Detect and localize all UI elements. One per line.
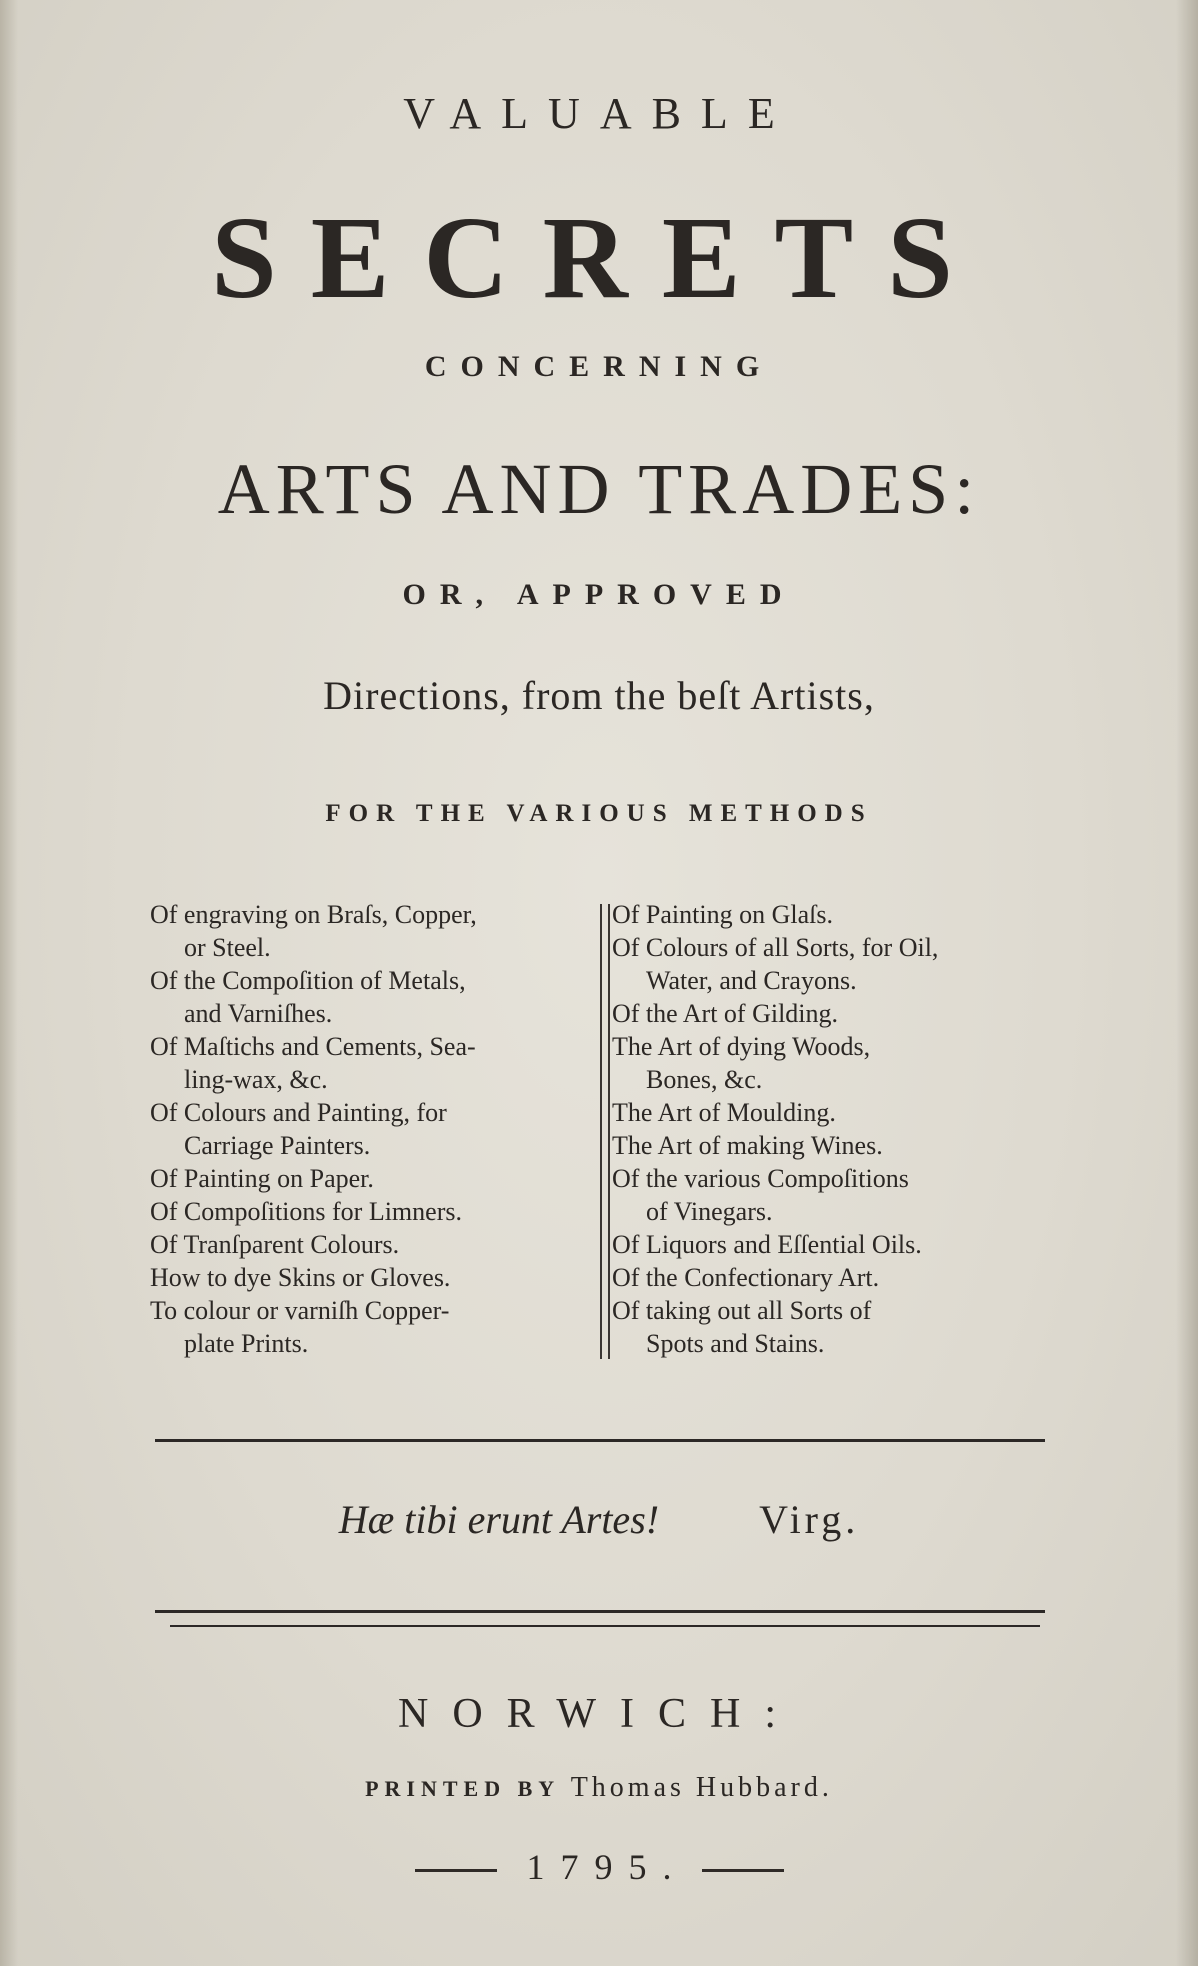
contents-entry <box>612 1030 1074 1096</box>
contents-entry <box>612 1096 1074 1129</box>
contents-entry <box>150 898 600 964</box>
motto-latin: Hæ tibi erunt Artes! <box>338 1497 660 1542</box>
methods-heading: FOR THE VARIOUS METHODS <box>325 800 873 827</box>
title-line-valuable: VALUABLE <box>403 89 795 138</box>
horizontal-rule <box>155 1439 1045 1442</box>
year-dash-right <box>702 1869 784 1872</box>
imprint-printer-line <box>0 1772 1198 1804</box>
motto <box>0 1496 1198 1543</box>
contents-entry-line: The Art of Moulding. <box>612 1098 836 1127</box>
imprint-city: NORWICH: <box>398 1691 800 1737</box>
contents-entry <box>150 1162 600 1195</box>
contents-entry <box>150 1030 600 1096</box>
contents-entry-line: Of taking out all Sorts of <box>612 1296 872 1325</box>
contents-entry-line: Of Painting on Glaſs. <box>612 900 833 929</box>
contents-entry <box>612 1294 1074 1360</box>
contents-entry <box>612 1261 1074 1294</box>
contents-entry <box>150 1261 600 1294</box>
printed-by-label: PRINTED BY <box>365 1776 561 1801</box>
double-rule-top <box>155 1610 1045 1613</box>
contents-entry <box>612 1162 1074 1228</box>
contents-entry-line: How to dye Skins or Gloves. <box>150 1263 451 1292</box>
printer-name: Thomas Hubbard. <box>570 1772 833 1803</box>
contents-entry-line: Of Tranſparent Colours. <box>150 1230 400 1259</box>
contents-entry <box>612 1129 1074 1162</box>
contents-entry-line: Of Colours and Painting, for <box>150 1098 447 1127</box>
double-rule-bottom <box>170 1625 1040 1627</box>
contents-entry-continuation: or Steel. <box>184 933 271 962</box>
contents-entry-line: The Art of making Wines. <box>612 1131 883 1160</box>
contents-entry-continuation: Spots and Stains. <box>646 1329 825 1358</box>
year-dash-left <box>415 1869 497 1872</box>
subject-title: ARTS AND TRADES: <box>217 449 981 529</box>
contents-entry <box>150 1195 600 1228</box>
contents-entry-continuation: Water, and Crayons. <box>646 966 857 995</box>
contents-entry <box>612 997 1074 1030</box>
main-title: SECRETS <box>211 192 987 323</box>
contents-entry-line: Of Compoſitions for Limners. <box>150 1197 462 1226</box>
contents-entry-line: Of the Art of Gilding. <box>612 999 839 1028</box>
contents-entry-continuation: Bones, &c. <box>646 1065 763 1094</box>
contents-entry <box>612 931 1074 997</box>
contents-entry-continuation: Carriage Painters. <box>184 1131 371 1160</box>
contents-entry <box>150 1294 600 1360</box>
contents-entry <box>612 1228 1074 1261</box>
contents-entry-line: Of the Confectionary Art. <box>612 1263 880 1292</box>
directions-line: Directions, from the beſt Artists, <box>323 673 875 718</box>
contents-entry-line: Of Colours of all Sorts, for Oil, <box>612 933 939 962</box>
contents-entry-line: Of Liquors and Eſſential Oils. <box>612 1230 922 1259</box>
contents-right-column <box>612 898 1074 1360</box>
contents-entry-line: Of the various Compoſitions <box>612 1164 909 1193</box>
title-line-approved: OR, APPROVED <box>402 578 796 611</box>
imprint-year-row <box>0 1846 1198 1888</box>
contents-entry <box>150 1228 600 1261</box>
motto-author: Virg. <box>759 1497 860 1542</box>
contents-columns <box>140 898 1070 1378</box>
contents-entry <box>150 964 600 1030</box>
contents-entry <box>150 1096 600 1162</box>
contents-entry-line: Of Painting on Paper. <box>150 1164 374 1193</box>
title-line-concerning: CONCERNING <box>424 350 774 383</box>
contents-entry-line: To colour or varniſh Copper- <box>150 1296 450 1325</box>
contents-entry-continuation: plate Prints. <box>184 1329 309 1358</box>
contents-entry-line: Of engraving on Braſs, Copper, <box>150 900 477 929</box>
contents-entry-line: Of Maſtichs and Cements, Sea- <box>150 1032 476 1061</box>
contents-entry <box>612 898 1074 931</box>
contents-entry-continuation: ling-wax, &c. <box>184 1065 328 1094</box>
column-divider <box>600 904 610 1359</box>
contents-entry-line: Of the Compoſition of Metals, <box>150 966 466 995</box>
contents-entry-line: The Art of dying Woods, <box>612 1032 871 1061</box>
imprint-year: 1795. <box>526 1847 688 1887</box>
contents-entry-continuation: of Vinegars. <box>646 1197 773 1226</box>
contents-entry-continuation: and Varniſhes. <box>184 999 333 1028</box>
contents-left-column <box>150 898 600 1360</box>
